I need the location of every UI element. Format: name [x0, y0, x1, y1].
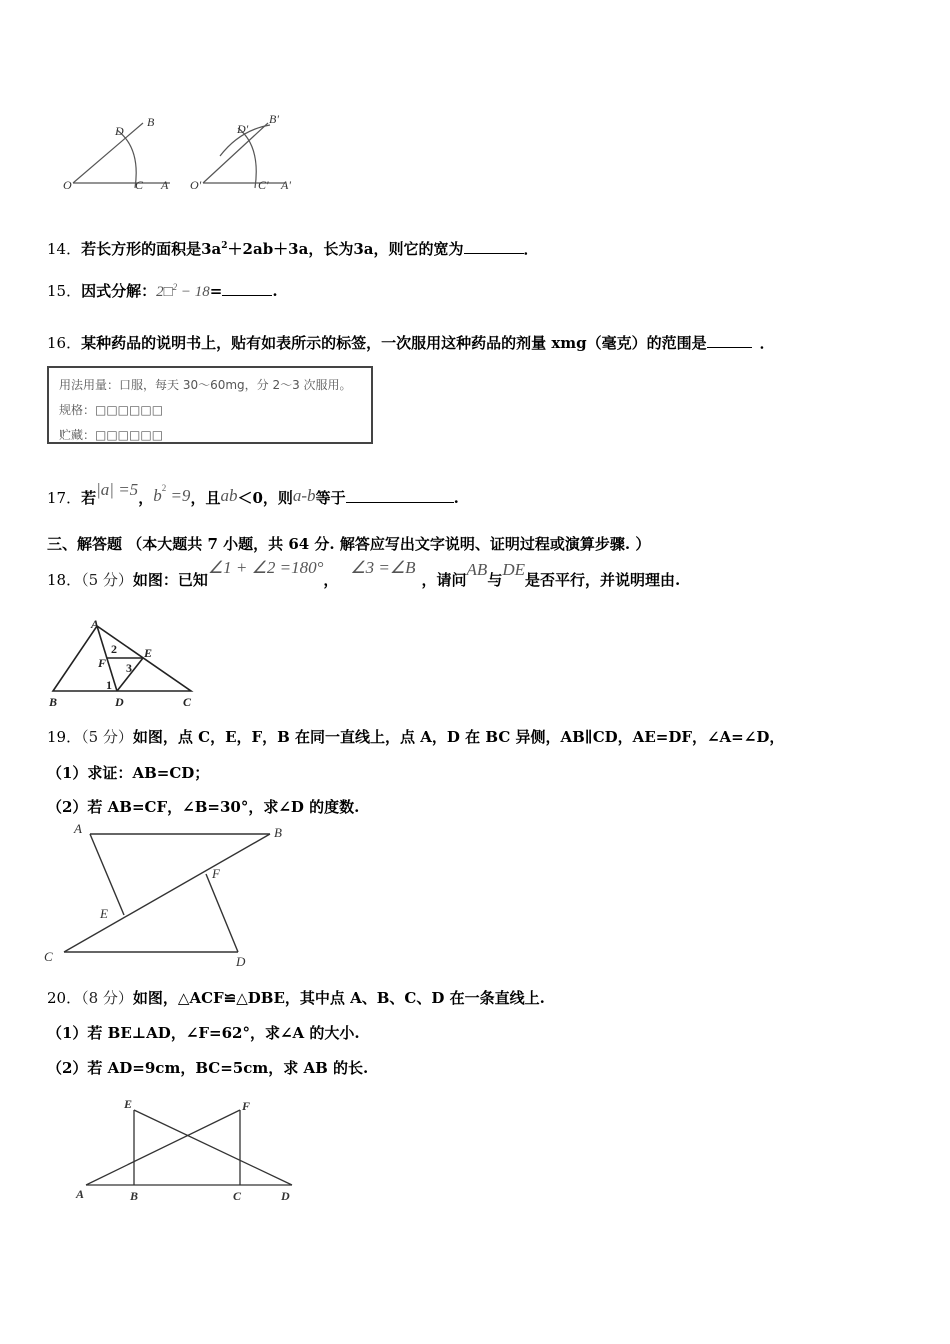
- medicine-label: [47, 366, 373, 444]
- fig13-label-A: A: [161, 178, 169, 192]
- construction-figure: [55, 110, 305, 200]
- fig19-label-F: F: [212, 866, 220, 881]
- question-15: 15．因式分解：2□$^2$ − 18= .: [47, 282, 278, 300]
- answer-blank-14[interactable]: [464, 239, 524, 254]
- fig20-label-D: D: [281, 1189, 290, 1203]
- question-19-part-2: （2）若 AB=CF，∠B=30°，求∠D 的度数.: [47, 798, 360, 816]
- fig13-label-B-prime: B': [269, 112, 279, 126]
- answer-blank-15[interactable]: [222, 281, 272, 296]
- fig18-angle-2: 2: [111, 642, 117, 656]
- fig18-angle-1: 1: [106, 678, 112, 692]
- fig19-label-E: E: [100, 906, 108, 921]
- fig18-label-C: C: [183, 695, 192, 709]
- label-storage: 贮藏：□□□□□□: [59, 428, 164, 442]
- fig13-label-D: D: [115, 124, 124, 138]
- figure-19: [40, 820, 300, 970]
- fig20-label-F: F: [242, 1099, 251, 1113]
- question-16: 16．某种药品的说明书上，贴有如表所示的标签，一次服用这种药品的剂量 xmg（毫克）的范围是 ．: [47, 334, 775, 352]
- fig19-label-A: A: [74, 821, 82, 836]
- fig18-label-B: B: [49, 695, 58, 709]
- answer-blank-16[interactable]: [707, 333, 752, 348]
- fig13-label-O-prime: O': [190, 178, 202, 192]
- fig13-label-C: C: [135, 178, 144, 192]
- question-19: 19．（5 分）如图，点 C，E，F，B 在同一直线上，点 A，D 在 BC 异侧，AB∥CD，AE=DF，∠A=∠D，: [47, 728, 785, 746]
- question-17: 17．若|a| =5，$b^2 =9$，且ab＜0，则a-b等于 .: [47, 480, 459, 507]
- fig13-label-A-prime: A': [281, 178, 291, 192]
- figure-20: [70, 1092, 310, 1212]
- fig20-label-A: A: [76, 1187, 85, 1201]
- fig19-label-C: C: [44, 949, 53, 964]
- fig18-angle-3: 3: [126, 661, 132, 675]
- fig13-label-C-prime: C': [258, 178, 269, 192]
- question-18: 18．（5 分）如图：已知∠1 + ∠2 =180°，∠3 =∠B，请问AB与DE是否平行，并说明理由.: [47, 558, 681, 589]
- fig18-label-F: F: [98, 656, 107, 670]
- triangle-figure-18: [45, 618, 205, 710]
- fig20-label-C: C: [233, 1189, 242, 1203]
- question-14: 14．若长方形的面积是$3a^2+2ab+3a$，长为3a，则它的宽为 ．: [47, 240, 539, 258]
- fig19-label-B: B: [274, 825, 282, 840]
- fig18-label-A: A: [91, 618, 100, 631]
- factor-expression: 2□$^2$ − 18: [156, 282, 210, 300]
- answer-blank-17[interactable]: [346, 488, 454, 503]
- fig13-label-D-prime: D': [237, 122, 249, 136]
- fig13-label-B: B: [147, 115, 155, 129]
- question-19-part-1: （1）求证：AB=CD；: [47, 764, 210, 782]
- question-20-part-1: （1）若 BE⊥AD，∠F=62°，求∠A 的大小.: [47, 1024, 360, 1042]
- fig19-label-D: D: [236, 954, 246, 969]
- fig13-label-O: O: [63, 178, 72, 192]
- question-20-part-2: （2）若 AD=9cm，BC=5cm，求 AB 的长.: [47, 1059, 369, 1077]
- section-3-title: 三、解答题 （本大题共 7 小题，共 64 分. 解答应写出文字说明、证明过程或演算步骤. ）: [47, 535, 651, 553]
- fig18-label-D: D: [115, 695, 124, 709]
- label-usage: 用法用量：口服，每天 30～60mg，分 2～3 次服用。: [59, 378, 352, 392]
- question-20: 20．（8 分）如图，△ACF≌△DBE，其中点 A、B、C、D 在一条直线上.: [47, 989, 545, 1007]
- label-spec: 规格：□□□□□□: [59, 403, 164, 417]
- fig20-label-E: E: [124, 1097, 133, 1111]
- fig18-label-E: E: [144, 646, 153, 660]
- fig20-label-B: B: [130, 1189, 139, 1203]
